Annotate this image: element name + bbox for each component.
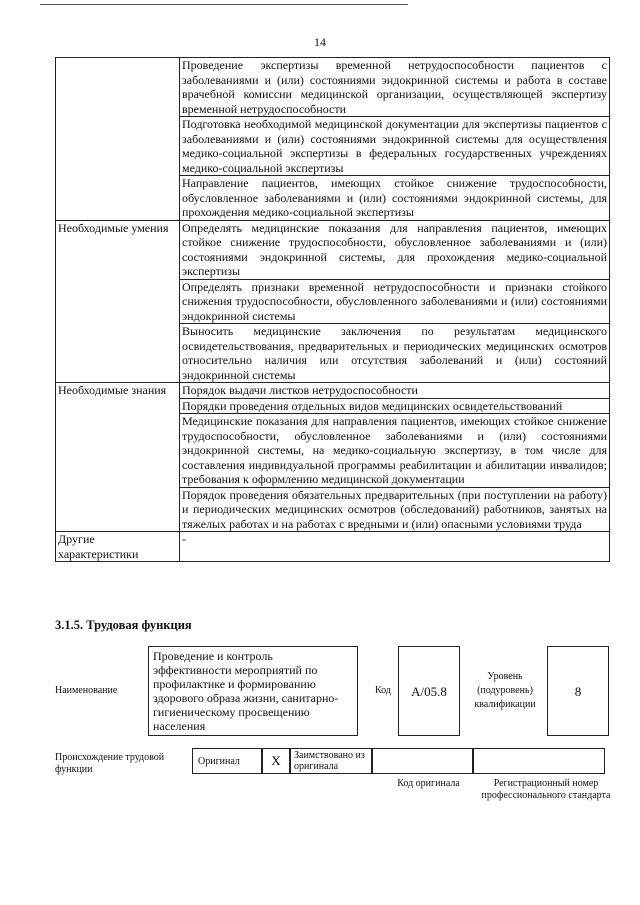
level-value-box: 8 — [547, 646, 609, 736]
top-rule — [40, 4, 408, 5]
original-label: Оригинал — [192, 748, 262, 774]
origin-row — [192, 748, 605, 774]
reg-caption: Регистрационный номер профессионального стандарта — [481, 778, 611, 801]
level-label: Уровень (подуровень) квалификации — [474, 671, 536, 710]
row-text: Определять признаки временной нетрудоспособности и признаки стойкого снижения трудоспособности, обусловленного заболеваниями и (или) состояниями эндокринной системы — [180, 279, 610, 324]
row-label — [56, 58, 180, 221]
origin-label: Происхождение трудовой функции — [55, 752, 165, 775]
row-text: Медицинские показания для направления пациентов, имеющих стойкое снижение трудоспособности, обусловленное заболеваниями и (или) состояниями эндокринной системы, на медико-социальную экспертизу, в том числе для составления индивидуальной программы реабилитации и абилитации инвалидов; требования к оформлению медицинской документации — [180, 414, 610, 488]
row-text: Определять медицинские показания для направления пациентов, имеющих стойкое снижение трудоспособности, обусловленное заболеваниями и (или) состояниями эндокринной системы, для прохождения медико-социальной экспертизы — [180, 220, 610, 279]
borrowed-label: Заимствовано из оригинала — [290, 748, 372, 774]
section-heading: 3.1.5. Трудовая функция — [55, 618, 192, 632]
page-number: 14 — [314, 35, 326, 49]
table-row — [56, 58, 610, 117]
table-row — [56, 532, 610, 562]
row-text: Направление пациентов, имеющих стойкое снижение трудоспособности, обусловленное заболеваниями и (или) состояниями эндокринной системы, для прохождения медико-социальной экспертизы — [180, 176, 610, 221]
table-row — [56, 383, 610, 399]
code-value-box: A/05.8 — [398, 646, 460, 736]
row-label: Необходимые знания — [56, 383, 180, 532]
original-code-cell — [372, 748, 473, 774]
code-label: Код — [375, 685, 391, 696]
row-text: Выносить медицинские заключения по результатам медицинского освидетельствования, предварительных и периодических медицинских осмотров относительно наличия или отсутствия заболеваний и (или) состояний эндокринной системы — [180, 324, 610, 383]
row-text: - — [180, 532, 610, 562]
row-text: Подготовка необходимой медицинской документации для экспертизы пациентов с заболеваниями и (или) состояниями эндокринной системы для осуществления медико-социальной экспертизы в федеральных государственных учреждениях медико-социальной экспертизы — [180, 117, 610, 176]
competency-table — [55, 57, 610, 562]
row-text: Порядок выдачи листков нетрудоспособности — [180, 383, 610, 399]
function-name-box: Проведение и контроль эффективности мероприятий по профилактике и формированию здорового образа жизни, санитарно-гигиеническому просвещению населения — [148, 646, 358, 736]
original-mark: X — [262, 748, 290, 774]
row-text: Проведение экспертизы временной нетрудоспособности пациентов с заболеваниями и (или) состояниями эндокринной системы и работа в составе врачебной комиссии медицинской организации, осуществляющей экспертизу временной нетрудоспособности — [180, 58, 610, 117]
row-label: Другие характеристики — [56, 532, 180, 562]
code-caption: Код оригинала — [397, 778, 460, 789]
row-text: Порядки проведения отдельных видов медицинских освидетельствований — [180, 398, 610, 414]
row-label: Необходимые умения — [56, 220, 180, 383]
table-row — [56, 220, 610, 279]
name-label: Наименование — [55, 685, 118, 696]
row-text: Порядок проведения обязательных предварительных (при поступлении на работу) и периодических медицинских осмотров (обследований) работников, занятых на тяжелых работах и на работах с вредными и (или) опасными условиями труда — [180, 487, 610, 532]
registration-number-cell — [473, 748, 605, 774]
